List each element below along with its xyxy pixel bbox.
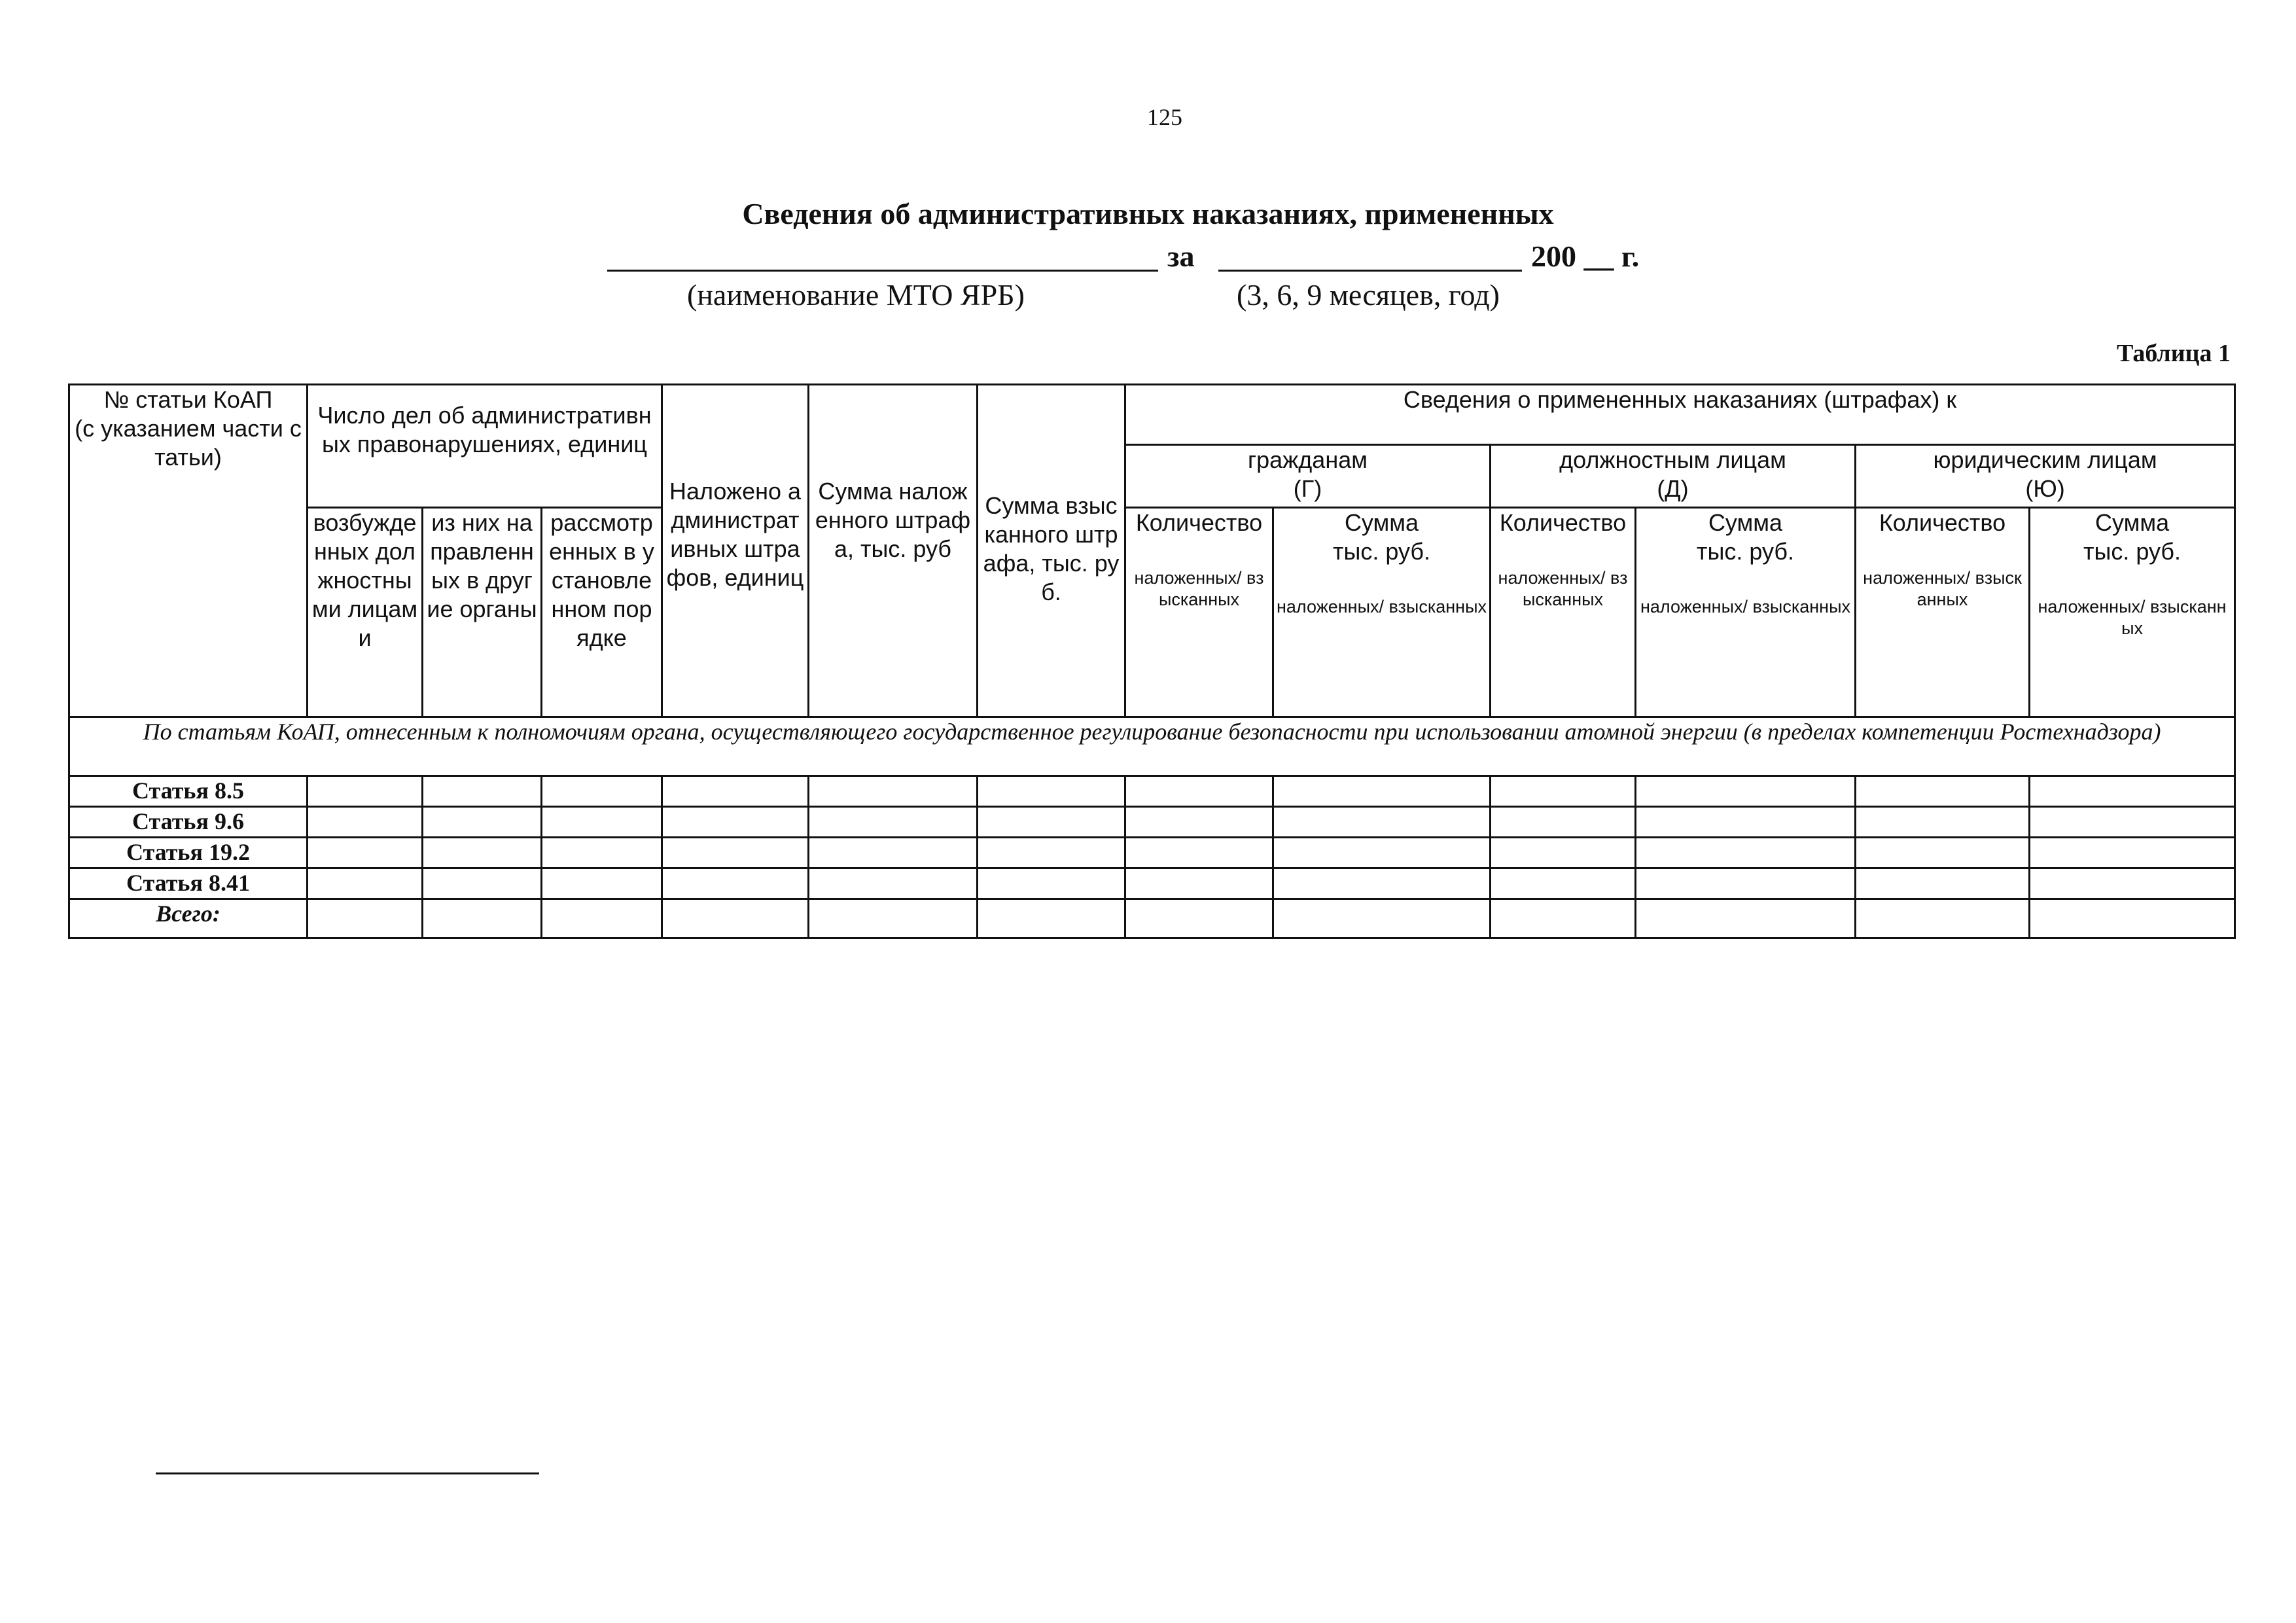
header-imposed: Наложено административных штрафов, единиц <box>662 385 809 717</box>
table-cell[interactable] <box>809 837 978 868</box>
table-cell[interactable] <box>308 806 423 837</box>
count-note: наложенных/ взысканных <box>1134 567 1264 609</box>
header-collected-sum: Сумма взысканного штрафа, тыс. руб. <box>978 385 1125 717</box>
table-row <box>69 868 2235 899</box>
table-cell[interactable] <box>308 776 423 807</box>
table-cell[interactable] <box>1636 776 1856 807</box>
header-legal: юридическим лицам (Ю) <box>1856 445 2235 508</box>
header-officials: должностным лицам (Д) <box>1491 445 1856 508</box>
table-cell[interactable] <box>1856 776 2030 807</box>
table-cell[interactable] <box>1636 899 1856 938</box>
table-cell[interactable] <box>1273 868 1491 899</box>
table-cell[interactable] <box>1856 868 2030 899</box>
header-citizens-count <box>1125 508 1273 717</box>
header-penalties: Сведения о примененных наказаниях (штрафах) к <box>1125 385 2235 445</box>
header-imposed-sum: Сумма наложенного штрафа, тыс. руб <box>809 385 978 717</box>
sum-note: наложенных/ взысканных <box>2038 596 2227 638</box>
header-forwarded: из них направленных в другие органы <box>423 508 542 717</box>
header-officials-count <box>1491 508 1636 717</box>
table-cell[interactable] <box>978 837 1125 868</box>
table-cell[interactable] <box>1491 868 1636 899</box>
row-label: Статья 8.5 <box>69 776 308 807</box>
header-reviewed: рассмотренных в установленном порядке <box>542 508 662 717</box>
organization-blank <box>607 270 1158 272</box>
header-cases: Число дел об административных правонарушениях, единиц <box>308 385 662 508</box>
table-label: Таблица 1 <box>2116 340 2231 367</box>
sum-note: наложенных/ взысканных <box>1277 596 1487 616</box>
table-cell[interactable] <box>1636 868 1856 899</box>
header-citizens: гражданам (Г) <box>1125 445 1491 508</box>
table-cell[interactable] <box>542 806 662 837</box>
footnote-separator <box>156 1472 539 1474</box>
row-label: Статья 19.2 <box>69 837 308 868</box>
table-cell[interactable] <box>308 868 423 899</box>
row-label: Статья 9.6 <box>69 806 308 837</box>
table-cell[interactable] <box>978 899 1125 938</box>
row-label: Статья 8.41 <box>69 868 308 899</box>
table-cell[interactable] <box>2030 899 2235 938</box>
period-year: 200 __ г. <box>1531 240 1640 273</box>
table-cell[interactable] <box>1125 837 1273 868</box>
count-note: наложенных/ взысканных <box>1863 567 2022 609</box>
count-note: наложенных/ взысканных <box>1498 567 1628 609</box>
table-cell[interactable] <box>542 899 662 938</box>
table-cell[interactable] <box>1273 899 1491 938</box>
table-cell[interactable] <box>662 776 809 807</box>
table-cell[interactable] <box>809 868 978 899</box>
header-legal-sum <box>2030 508 2235 717</box>
table-row <box>69 837 2235 868</box>
table-cell[interactable] <box>809 899 978 938</box>
organization-caption: (наименование МТО ЯРБ) <box>687 278 1025 312</box>
table-cell[interactable] <box>2030 868 2235 899</box>
table-row <box>69 776 2235 807</box>
header-officials-sum <box>1636 508 1856 717</box>
table-cell[interactable] <box>662 806 809 837</box>
header-legal-count <box>1856 508 2030 717</box>
table-cell[interactable] <box>1273 806 1491 837</box>
count-label: Количество <box>1135 509 1263 536</box>
period-blank <box>1218 270 1522 272</box>
table-cell[interactable] <box>308 837 423 868</box>
table-cell[interactable] <box>423 837 542 868</box>
total-label: Всего: <box>69 899 308 938</box>
table-cell[interactable] <box>1636 806 1856 837</box>
table-cell[interactable] <box>1125 899 1273 938</box>
table-cell[interactable] <box>1636 837 1856 868</box>
table-cell[interactable] <box>1125 868 1273 899</box>
table-cell[interactable] <box>978 776 1125 807</box>
table-cell[interactable] <box>1856 806 2030 837</box>
table-cell[interactable] <box>809 806 978 837</box>
count-label: Количество <box>1879 509 2006 536</box>
table-cell[interactable] <box>423 806 542 837</box>
sum-note: наложенных/ взысканных <box>1640 596 1850 616</box>
sum-label: Сумма тыс. руб. <box>1332 509 1430 565</box>
section-note: По статьям КоАП, отнесенным к полномочиям органа, осуществляющего государственное регулирование безопасности при использовании атомной энергии (в пределах компетенции Ростехнадзора) <box>69 717 2235 776</box>
document-title: Сведения об административных наказаниях, примененных <box>742 197 1554 230</box>
table-cell[interactable] <box>423 776 542 807</box>
table-cell[interactable] <box>662 868 809 899</box>
header-article: № статьи КоАП (с указанием части статьи) <box>69 385 308 717</box>
table-cell[interactable] <box>662 837 809 868</box>
sum-label: Сумма тыс. руб. <box>1696 509 1794 565</box>
table-cell[interactable] <box>308 899 423 938</box>
table-cell[interactable] <box>1491 899 1636 938</box>
table-cell[interactable] <box>423 899 542 938</box>
table-cell[interactable] <box>1491 806 1636 837</box>
table-cell[interactable] <box>2030 776 2235 807</box>
table-row <box>69 806 2235 837</box>
table-cell[interactable] <box>423 868 542 899</box>
sum-label: Сумма тыс. руб. <box>2083 509 2181 565</box>
table-cell[interactable] <box>662 899 809 938</box>
table-cell[interactable] <box>542 776 662 807</box>
table-cell[interactable] <box>809 776 978 807</box>
table-cell[interactable] <box>542 837 662 868</box>
total-row <box>69 899 2235 938</box>
table-cell[interactable] <box>1856 837 2030 868</box>
table-cell[interactable] <box>1491 776 1636 807</box>
period-caption: (3, 6, 9 месяцев, год) <box>1237 278 1500 312</box>
table-cell[interactable] <box>1273 776 1491 807</box>
table-cell[interactable] <box>1125 806 1273 837</box>
count-label: Количество <box>1499 509 1627 536</box>
period-prefix: за <box>1167 240 1195 273</box>
table-cell[interactable] <box>1273 837 1491 868</box>
table-cell[interactable] <box>2030 837 2235 868</box>
table-cell[interactable] <box>1856 899 2030 938</box>
table-cell[interactable] <box>978 806 1125 837</box>
header-citizens-sum <box>1273 508 1491 717</box>
table-cell[interactable] <box>2030 806 2235 837</box>
table-cell[interactable] <box>978 868 1125 899</box>
table-cell[interactable] <box>1491 837 1636 868</box>
page-number: 125 <box>1147 104 1182 130</box>
table-cell[interactable] <box>1125 776 1273 807</box>
header-initiated: возбужденных должностными лицами <box>308 508 423 717</box>
table-cell[interactable] <box>542 868 662 899</box>
penalties-table <box>68 383 2236 939</box>
